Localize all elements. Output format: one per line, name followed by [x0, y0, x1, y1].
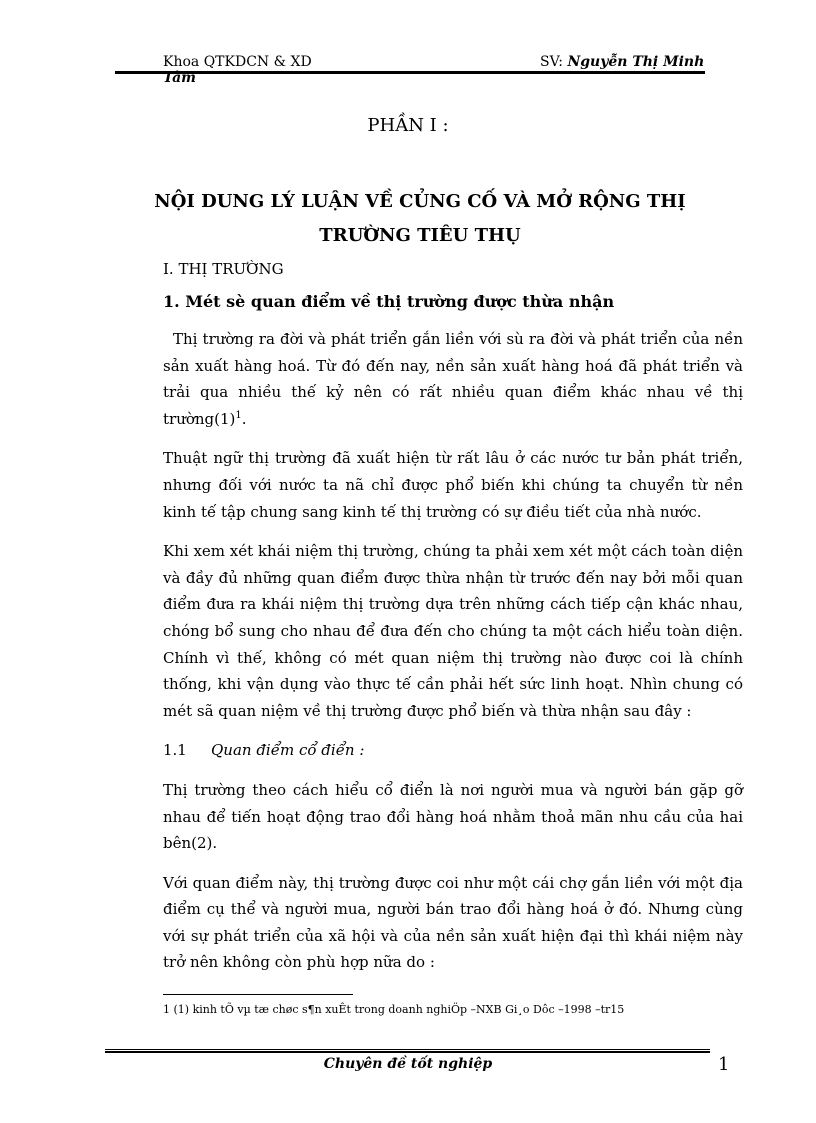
body-text	[163, 326, 743, 989]
header-divider	[115, 71, 705, 74]
subsection-heading: 1. Mét sè quan điểm về thị trường được thừa nhận	[163, 292, 615, 311]
footer-divider	[105, 1049, 710, 1053]
header-student	[540, 54, 704, 70]
chapter-title: NỘI DUNG LÝ LUẬN VỀ CỦNG CỐ VÀ MỞ RỘNG THỊ TRƯỜNG TIÊU THỤ	[154, 191, 686, 246]
section-heading: I. THỊ TRƯỜNG	[163, 260, 284, 278]
footnote-reference[interactable]: 1	[235, 409, 242, 421]
paragraph: Thị trường theo cách hiểu cổ điển là nơi người mua và người bán gặp gỡ nhau để tiến hoạt động trao đổi hàng hoá nhằm thoả mãn nhu cầu của hai bên(2).	[163, 780, 743, 853]
paragraph: Thị trường ra đời và phát triển gắn liền với sù ra đời và phát triển của nền sản xuất hàng hoá. Từ đó đến nay, nền sản xuất hàng hoá đã phát triển và trải qua nhiều thế kỷ nên có rất nhiều quan điểm khác nhau về thị $trường(1)^1$.	[163, 330, 743, 428]
header-faculty-line2: Tâm	[163, 70, 196, 86]
page-number: 1	[718, 1054, 730, 1075]
header-faculty	[163, 54, 312, 86]
paragraph: Thuật ngữ thị trường đã xuất hiện từ rất lâu ở các nước tư bản phát triển, nhưng đối với nước ta nã chỉ được phổ biến khi chúng ta chuyển từ nền kinh tế tập chung sang kinh tế thị trường có sự điều tiết của nhà nước.	[163, 449, 743, 521]
header-faculty-line1: Khoa QTKDCN & XD	[163, 54, 312, 70]
paragraph-text: Thị trường ra đời và phát triển gắn liền với sù ra đời và phát triển của nền sản xuất hàng hoá. Từ đó đến nay, nền sản xuất hàng hoá đã phát triển và trải qua nhiều thế kỷ nên có rất nhiều quan điểm khác nhau về thị trường(1)	[163, 330, 743, 428]
numbered-heading	[163, 737, 743, 764]
header-student-name: Nguyễn Thị Minh	[567, 54, 705, 70]
numbered-heading-number: 1.1	[163, 741, 187, 760]
footer-title: Chuyên đề tốt nghiệp	[323, 1056, 493, 1072]
footnote: 1 (1) kinh tÕ vµ tæ chøc s¶n xuÊt trong doanh nghiÖp –NXB Gi¸o Dôc –1998 –tr15	[163, 1003, 625, 1016]
part-heading: PHẦN I :	[367, 115, 449, 136]
header-student-label: SV:	[540, 54, 568, 70]
numbered-heading-title: Quan điểm cổ điển :	[211, 741, 365, 760]
paragraph: Khi xem xét khái niệm thị trường, chúng ta phải xem xét một cách toàn diện và đầy đủ những quan điểm được thừa nhận từ trước đến nay bởi mỗi quan điểm đưa ra khái niệm thị trường dựa trên những cách tiếp cận khác nhau, chóng bổ sung cho nhau để đưa đến cho chúng ta một cách hiểu toàn diện. Chính vì thế, không có mét quan niệm thị trường nào được coi là chính thống, khi vận dụng vào thực tế cần phải hết sức linh hoạt. Nhìn chung có mét sã quan niệm về thị trường được phổ biến và thừa nhận sau đây :	[163, 542, 743, 720]
paragraph: Với quan điểm này, thị trường được coi như một cái chợ gắn liền với một địa điểm cụ thể và người mua, người bán trao đổi hàng hoá ở đó. Nhưng cùng với sự phát triển của xã hội và của nền sản xuất hiện đại thì khái niệm này trở nên không còn phù hợp nữa do :	[163, 873, 743, 972]
footnote-divider	[163, 994, 353, 995]
